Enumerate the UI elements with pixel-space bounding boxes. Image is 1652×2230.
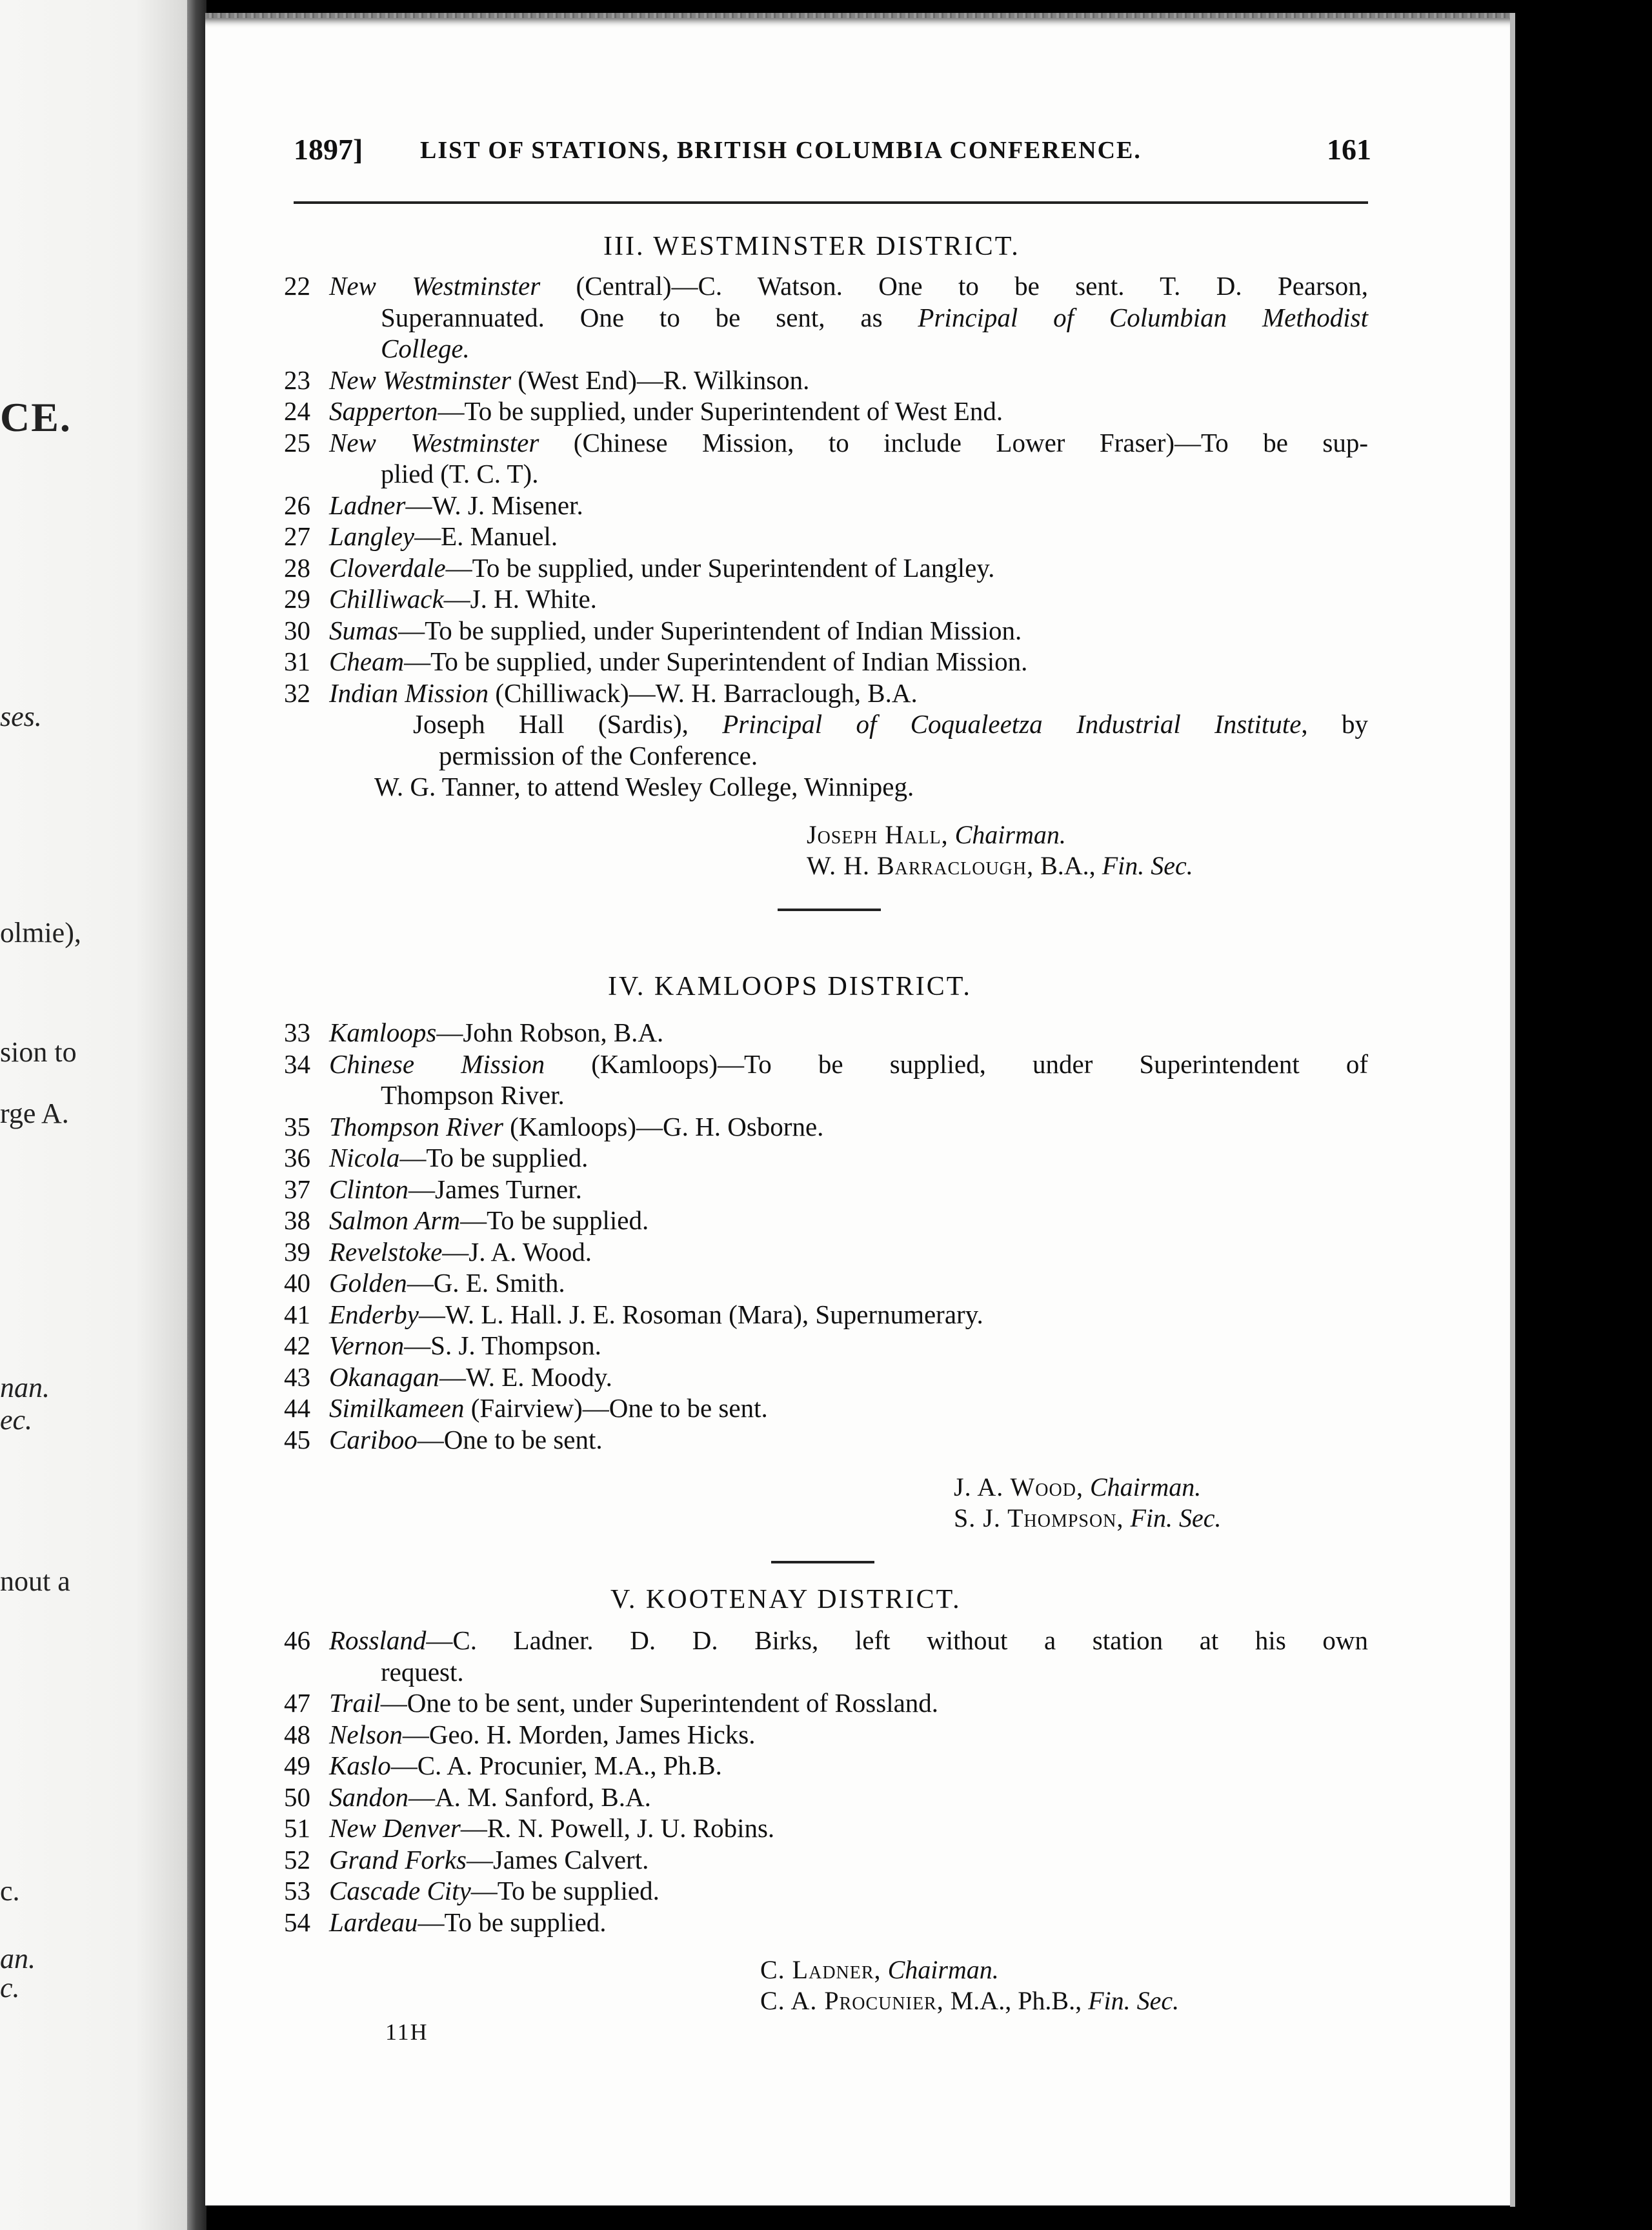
- entry-text: (Central)—C. Watson. One to be sent. T. D. Pearson,: [540, 271, 1369, 301]
- station-entry: [284, 1361, 1368, 1392]
- station-name: New Westminster: [329, 271, 541, 301]
- station-name: Lardeau: [329, 1907, 418, 1937]
- entry-number: 42: [284, 1331, 310, 1360]
- entry-number: 23: [284, 365, 310, 395]
- entry-text: —R. N. Powell, J. U. Robins.: [460, 1813, 775, 1843]
- entry-number: 52: [284, 1844, 310, 1874]
- entry-number: 47: [284, 1688, 310, 1718]
- station-name: Nelson: [329, 1719, 403, 1749]
- station-entry: [284, 1049, 1368, 1079]
- previous-page-text: ses.: [0, 701, 42, 732]
- station-entry: [284, 271, 1369, 301]
- entry-text: —W. J. Misener.: [405, 490, 583, 520]
- entry-number: 40: [284, 1268, 310, 1298]
- station-entry: [284, 1907, 1368, 1937]
- signatory-degree: B.A.,: [1034, 850, 1096, 880]
- entry-text: Joseph Hall (Sardis),: [413, 709, 723, 739]
- station-name: Vernon: [329, 1331, 405, 1360]
- signatory-name: C. Ladner,: [760, 1955, 881, 1984]
- station-entry: [284, 396, 1368, 426]
- previous-page-text: c.: [0, 1972, 20, 2004]
- station-entry-continuation: [381, 334, 1368, 363]
- previous-page-text: c.: [0, 1875, 20, 1907]
- chairman-signature: [954, 1472, 1201, 1502]
- section-separator: [778, 909, 881, 911]
- fin-sec-signature: [954, 1503, 1222, 1533]
- entry-number: 39: [284, 1236, 310, 1267]
- entry-number: 28: [284, 552, 310, 583]
- entry-number: 48: [284, 1719, 310, 1749]
- entry-text: —To be supplied, under Superintendent of Langley.: [445, 552, 995, 583]
- entry-number: 50: [284, 1782, 310, 1812]
- station-name: Principal of Coqualeetza Industrial Institute: [722, 709, 1302, 739]
- station-name: Ladner: [329, 490, 406, 520]
- signatory-role: Fin. Sec.: [1088, 1986, 1180, 2015]
- station-entry: [284, 1751, 1368, 1780]
- station-name: Cariboo: [329, 1424, 418, 1454]
- entry-number: 35: [284, 1111, 310, 1141]
- station-entry: [284, 1143, 1368, 1172]
- previous-page-fragment: [0, 0, 194, 2230]
- district-note: [413, 709, 1368, 739]
- header-year: 1897]: [294, 133, 363, 166]
- entry-number: 44: [284, 1393, 310, 1423]
- entry-text: —One to be sent, under Superintendent of Rossland.: [380, 1688, 939, 1718]
- station-name: Principal of Columbian Methodist: [918, 302, 1368, 332]
- station-name: Cascade City: [329, 1876, 471, 1905]
- previous-page-text: CE.: [0, 394, 72, 440]
- station-entry: [284, 1111, 1368, 1141]
- chairman-signature: [760, 1954, 999, 1985]
- entry-text: —To be supplied, under Superintendent of West End.: [438, 396, 1003, 426]
- chairman-signature: [807, 819, 1066, 850]
- station-name: College.: [381, 334, 470, 363]
- entry-text: —W. E. Moody.: [439, 1361, 612, 1392]
- entry-text: (Kamloops)—To be supplied, under Superintendent of: [545, 1049, 1368, 1079]
- entry-text: —James Turner.: [408, 1174, 582, 1204]
- entry-text: (West End)—R. Wilkinson.: [511, 365, 810, 395]
- entry-text: permission of the Conference.: [439, 740, 758, 770]
- entry-number: 33: [284, 1018, 310, 1047]
- entry-number: 34: [284, 1049, 310, 1079]
- entry-text: —J. A. Wood.: [442, 1236, 592, 1267]
- entry-number: 53: [284, 1876, 310, 1905]
- station-name: Grand Forks: [329, 1844, 467, 1874]
- entry-text: —C. A. Procunier, M.A., Ph.B.: [390, 1751, 722, 1780]
- previous-page-text: nout a: [0, 1565, 70, 1597]
- entry-text: —To be supplied, under Superintendent of Indian Mission.: [398, 615, 1022, 645]
- entry-number: 32: [284, 678, 310, 708]
- book-gutter: [187, 0, 206, 2230]
- station-entry: [284, 365, 1368, 395]
- running-header: [294, 132, 1371, 171]
- station-entry: [284, 1268, 1368, 1298]
- entry-number: 30: [284, 615, 310, 645]
- signatory-degree: M.A., Ph.B.,: [943, 1986, 1082, 2015]
- station-name: Sandon: [329, 1782, 408, 1812]
- station-entry: [284, 615, 1368, 645]
- station-entry: [284, 1299, 1368, 1329]
- entry-number: 25: [284, 427, 310, 457]
- entry-text: —W. L. Hall. J. E. Rosoman (Mara), Supernumerary.: [418, 1299, 983, 1329]
- station-name: Indian Mission: [329, 678, 489, 708]
- station-entry: [284, 1813, 1368, 1843]
- station-entry: [284, 1331, 1368, 1360]
- previous-page-text: olmie),: [0, 917, 81, 949]
- entry-number: 22: [284, 271, 310, 301]
- station-name: Nicola: [329, 1143, 400, 1172]
- fin-sec-signature: [807, 850, 1193, 881]
- district-note: [374, 772, 914, 801]
- previous-page-text: an.: [0, 1943, 35, 1974]
- previous-page-text: ec.: [0, 1404, 33, 1436]
- entry-number: 43: [284, 1361, 310, 1392]
- station-entry: [284, 1844, 1368, 1874]
- page-right-edge: [1510, 13, 1515, 2207]
- entry-text: —S. J. Thompson.: [404, 1331, 601, 1360]
- signatory-role: Fin. Sec.: [1130, 1503, 1222, 1532]
- station-name: Chinese Mission: [329, 1049, 545, 1079]
- signatory-name: J. A. Wood,: [954, 1472, 1083, 1502]
- entry-text: —To be supplied.: [399, 1143, 589, 1172]
- entry-number: 51: [284, 1813, 310, 1843]
- fin-sec-signature: [760, 1985, 1179, 2016]
- header-rule: [294, 201, 1368, 204]
- station-entry: [284, 647, 1368, 676]
- entry-number: 41: [284, 1299, 310, 1329]
- station-name: Similkameen: [329, 1393, 465, 1423]
- section-separator: [771, 1561, 874, 1563]
- district-title: IV. KAMLOOPS DISTRICT.: [608, 972, 972, 1001]
- entry-number: 29: [284, 584, 310, 614]
- entry-number: 26: [284, 490, 310, 520]
- station-entry: [284, 1174, 1368, 1204]
- entry-number: 31: [284, 647, 310, 676]
- signatory-name: Joseph Hall,: [807, 819, 949, 849]
- station-entry: [284, 1205, 1368, 1235]
- previous-page-text: rge A.: [0, 1098, 69, 1129]
- station-name: Kaslo: [329, 1751, 391, 1780]
- entry-text: plied (T. C. T).: [381, 459, 539, 488]
- station-entry: [284, 490, 1368, 520]
- station-name: Salmon Arm: [329, 1205, 461, 1235]
- entry-text: W. G. Tanner, to attend Wesley College, Winnipeg.: [374, 772, 914, 801]
- entry-text: (Fairview)—One to be sent.: [464, 1393, 768, 1423]
- entry-text: —G. E. Smith.: [407, 1268, 565, 1298]
- station-name: Sumas: [329, 615, 399, 645]
- page-number: 161: [1327, 133, 1371, 166]
- entry-text: —To be supplied, under Superintendent of Indian Mission.: [404, 647, 1028, 676]
- entry-text: Thompson River.: [381, 1080, 565, 1110]
- station-name: Cloverdale: [329, 552, 446, 583]
- entry-number: 36: [284, 1143, 310, 1172]
- signature-mark: 11H: [385, 2019, 428, 2045]
- entry-text: (Kamloops)—G. H. Osborne.: [503, 1111, 824, 1141]
- signatory-role: Chairman.: [954, 819, 1066, 849]
- signatory-name: W. H. Barraclough,: [807, 850, 1034, 880]
- station-entry: [284, 1018, 1368, 1047]
- previous-page-text: sion to: [0, 1036, 77, 1068]
- signatory-role: Fin. Sec.: [1102, 850, 1193, 880]
- station-entry: [284, 1625, 1368, 1655]
- station-name: Clinton: [329, 1174, 409, 1204]
- station-name: Trail: [329, 1688, 381, 1718]
- station-entry: [284, 1393, 1368, 1423]
- station-name: Chilliwack: [329, 584, 444, 614]
- station-entry-continuation: [381, 1656, 1368, 1687]
- district-note: [439, 740, 758, 770]
- entry-text: request.: [381, 1656, 464, 1687]
- station-name: Okanagan: [329, 1361, 439, 1392]
- station-entry: [284, 521, 1368, 551]
- station-name: New Westminster: [329, 427, 539, 457]
- station-name: Thompson River: [329, 1111, 503, 1141]
- station-entry-continuation: [381, 302, 1368, 332]
- station-name: Rossland: [329, 1625, 427, 1655]
- entry-text: —To be supplied.: [418, 1907, 607, 1937]
- station-entry: [284, 1782, 1368, 1812]
- entry-number: 24: [284, 396, 310, 426]
- entry-text: —J. H. White.: [443, 584, 597, 614]
- entry-text: —E. Manuel.: [414, 521, 558, 551]
- entry-text: (Chinese Mission, to include Lower Fraser)—To be sup-: [539, 427, 1368, 457]
- station-name: Revelstoke: [329, 1236, 443, 1267]
- station-entry-continuation: [381, 1080, 1368, 1110]
- station-entry: [284, 1236, 1368, 1267]
- station-entry: [284, 1876, 1368, 1905]
- station-name: Langley: [329, 521, 415, 551]
- signatory-name: C. A. Procunier,: [760, 1986, 944, 2015]
- entry-text: , by: [1301, 709, 1368, 739]
- signatory-name: S. J. Thompson,: [954, 1503, 1124, 1532]
- entry-text: —John Robson, B.A.: [436, 1018, 664, 1047]
- entry-number: 46: [284, 1625, 310, 1655]
- station-entry: [284, 1719, 1368, 1749]
- entry-number: 38: [284, 1205, 310, 1235]
- entry-number: 54: [284, 1907, 310, 1937]
- entry-text: Superannuated. One to be sent, as: [381, 302, 918, 332]
- entry-text: —To be supplied.: [460, 1205, 649, 1235]
- entry-number: 45: [284, 1424, 310, 1454]
- entry-text: (Chilliwack)—W. H. Barraclough, B.A.: [489, 678, 918, 708]
- entry-text: —James Calvert.: [466, 1844, 649, 1874]
- entry-number: 27: [284, 521, 310, 551]
- station-name: Sapperton: [329, 396, 438, 426]
- station-name: New Westminster: [329, 365, 512, 395]
- station-entry: [284, 678, 1368, 708]
- station-entry: [284, 552, 1368, 583]
- station-name: Cheam: [329, 647, 405, 676]
- entry-text: —One to be sent.: [417, 1424, 603, 1454]
- entry-number: 37: [284, 1174, 310, 1204]
- station-entry-continuation: [381, 459, 1368, 488]
- entry-number: 49: [284, 1751, 310, 1780]
- station-entry: [284, 1424, 1368, 1454]
- district-title: III. WESTMINSTER DISTRICT.: [603, 232, 1020, 261]
- entry-text: —C. Ladner. D. D. Birks, left without a station at his own: [426, 1625, 1368, 1655]
- station-name: New Denver: [329, 1813, 461, 1843]
- district-title: V. KOOTENAY DISTRICT.: [610, 1585, 962, 1614]
- signatory-role: Chairman.: [887, 1955, 999, 1984]
- signatory-role: Chairman.: [1089, 1472, 1202, 1502]
- station-name: Enderby: [329, 1299, 419, 1329]
- station-name: Golden: [329, 1268, 407, 1298]
- entry-text: —Geo. H. Morden, James Hicks.: [402, 1719, 756, 1749]
- station-entry: [284, 584, 1368, 614]
- header-title: LIST OF STATIONS, BRITISH COLUMBIA CONFERENCE.: [420, 137, 1142, 164]
- entry-text: —A. M. Sanford, B.A.: [408, 1782, 651, 1812]
- station-entry: [284, 427, 1368, 457]
- station-name: Kamloops: [329, 1018, 437, 1047]
- entry-text: —To be supplied.: [470, 1876, 660, 1905]
- previous-page-text: nan.: [0, 1372, 50, 1403]
- station-entry: [284, 1688, 1368, 1718]
